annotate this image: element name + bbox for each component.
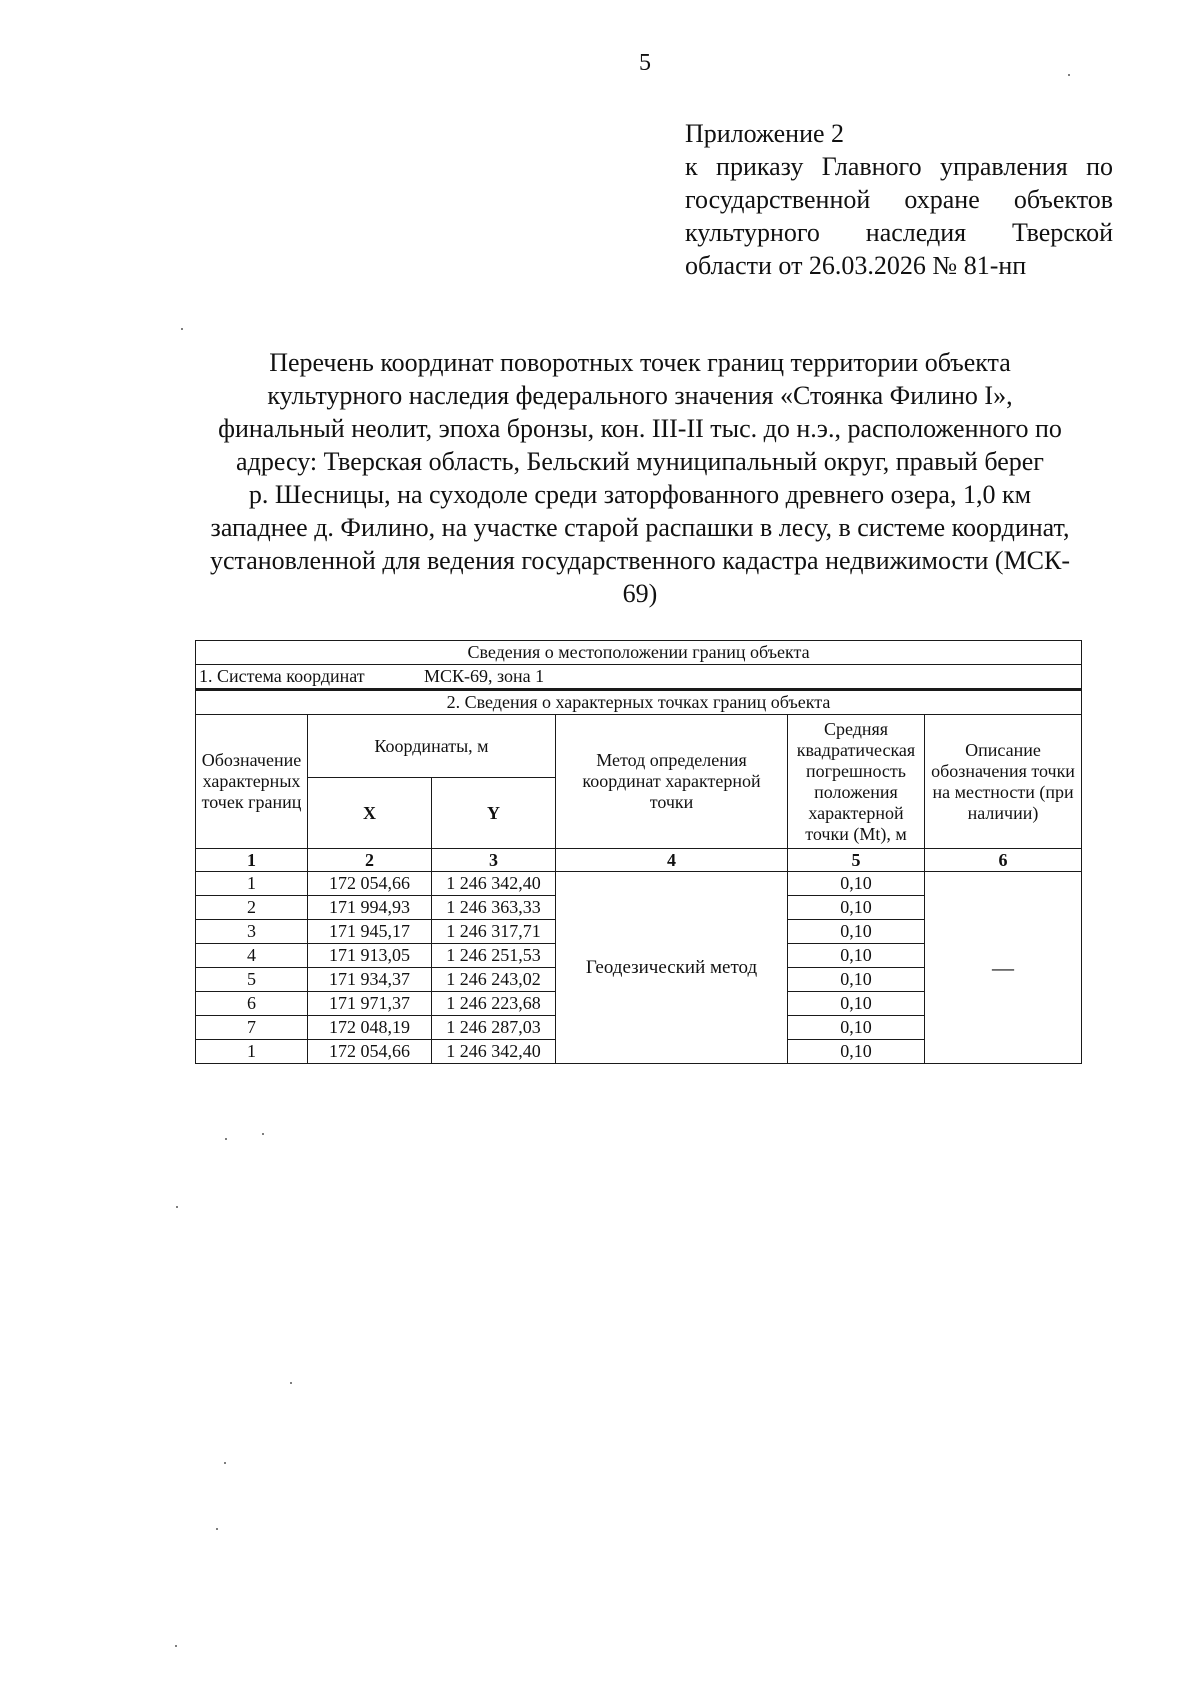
x-cell: 171 913,05 (308, 944, 432, 968)
scan-speck (262, 1133, 264, 1135)
heading-line: Перечень координат поворотных точек границ территории объекта (269, 348, 1011, 377)
scan-speck (216, 1528, 218, 1530)
column-number: 5 (788, 849, 925, 872)
x-cell: 171 934,37 (308, 968, 432, 992)
appendix-title: Приложение 2 (685, 119, 845, 148)
error-cell: 0,10 (788, 1040, 925, 1064)
y-cell: 1 246 317,71 (432, 920, 556, 944)
error-cell: 0,10 (788, 992, 925, 1016)
column-number: 4 (556, 849, 788, 872)
x-cell: 172 054,66 (308, 872, 432, 896)
column-number: 6 (925, 849, 1082, 872)
point-cell: 6 (196, 992, 308, 1016)
heading-line: р. Шесницы, на суходоле среди заторфованного древнего озера, 1,0 км (248, 480, 1032, 509)
point-cell: 1 (196, 1040, 308, 1064)
scan-speck (290, 1382, 292, 1384)
point-cell: 2 (196, 896, 308, 920)
header-description: Описание обозначения точки на местности (при наличии) (925, 715, 1082, 849)
coordinates-table (195, 640, 1082, 1064)
x-cell: 171 971,37 (308, 992, 432, 1016)
table-row (196, 872, 1082, 896)
heading-line: адресу: Тверская область, Бельский муниципальный округ, правый берег (236, 447, 1044, 476)
header-point: Обозначение характерных точек границ (196, 715, 308, 849)
heading-line: 69) (622, 579, 658, 608)
point-cell: 1 (196, 872, 308, 896)
error-cell: 0,10 (788, 1016, 925, 1040)
heading-line: установленной для ведения государственного кадастра недвижимости (МСК- (209, 546, 1071, 575)
scan-speck (175, 1645, 177, 1647)
heading-line: западнее д. Филино, на участке старой распашки в лесу, в системе координат, (210, 513, 1070, 542)
scan-speck (176, 1206, 178, 1208)
method-cell: Геодезический метод (556, 872, 788, 1064)
page-number: 5 (639, 50, 651, 76)
heading-line: культурного наследия федерального значения «Стоянка Филино I», (267, 381, 1013, 410)
coordinate-system-value: МСК-69, зона 1 (424, 666, 545, 686)
table-subtitle: 2. Сведения о характерных точках границ объекта (196, 690, 1082, 715)
x-cell: 172 048,19 (308, 1016, 432, 1040)
error-cell: 0,10 (788, 944, 925, 968)
header-method: Метод определения координат характерной точки (556, 715, 788, 849)
error-cell: 0,10 (788, 872, 925, 896)
y-cell: 1 246 243,02 (432, 968, 556, 992)
x-cell: 171 994,93 (308, 896, 432, 920)
x-cell: 171 945,17 (308, 920, 432, 944)
document-heading (160, 346, 1120, 610)
point-cell: 5 (196, 968, 308, 992)
y-cell: 1 246 223,68 (432, 992, 556, 1016)
point-cell: 4 (196, 944, 308, 968)
x-cell: 172 054,66 (308, 1040, 432, 1064)
header-y: Y (432, 778, 556, 849)
coordinate-system-row (196, 665, 1082, 690)
header-coords: Координаты, м (308, 715, 556, 778)
table-title: Сведения о местоположении границ объекта (196, 641, 1082, 665)
error-cell: 0,10 (788, 896, 925, 920)
column-number: 1 (196, 849, 308, 872)
header-error: Средняя квадратическая погрешность положения характерной точки (Mt), м (788, 715, 925, 849)
coordinate-system-label: 1. Система координат (199, 666, 365, 686)
column-number: 3 (432, 849, 556, 872)
heading-line: финальный неолит, эпоха бронзы, кон. III-II тыс. до н.э., расположенного по (218, 414, 1062, 443)
appendix-body: к приказу Главного управления по государственной охране объектов культурного наследия Тверской области от 26.03.2026 № 81-нп (685, 152, 1113, 280)
y-cell: 1 246 251,53 (432, 944, 556, 968)
scan-speck (181, 328, 183, 330)
y-cell: 1 246 287,03 (432, 1016, 556, 1040)
error-cell: 0,10 (788, 968, 925, 992)
error-cell: 0,10 (788, 920, 925, 944)
description-cell: — (925, 872, 1082, 1064)
appendix-block (685, 117, 1113, 282)
scan-speck (1068, 74, 1070, 76)
y-cell: 1 246 342,40 (432, 872, 556, 896)
scan-speck (225, 1138, 227, 1140)
point-cell: 3 (196, 920, 308, 944)
scan-speck (224, 1462, 226, 1464)
y-cell: 1 246 342,40 (432, 1040, 556, 1064)
column-number: 2 (308, 849, 432, 872)
header-x: X (308, 778, 432, 849)
point-cell: 7 (196, 1016, 308, 1040)
y-cell: 1 246 363,33 (432, 896, 556, 920)
